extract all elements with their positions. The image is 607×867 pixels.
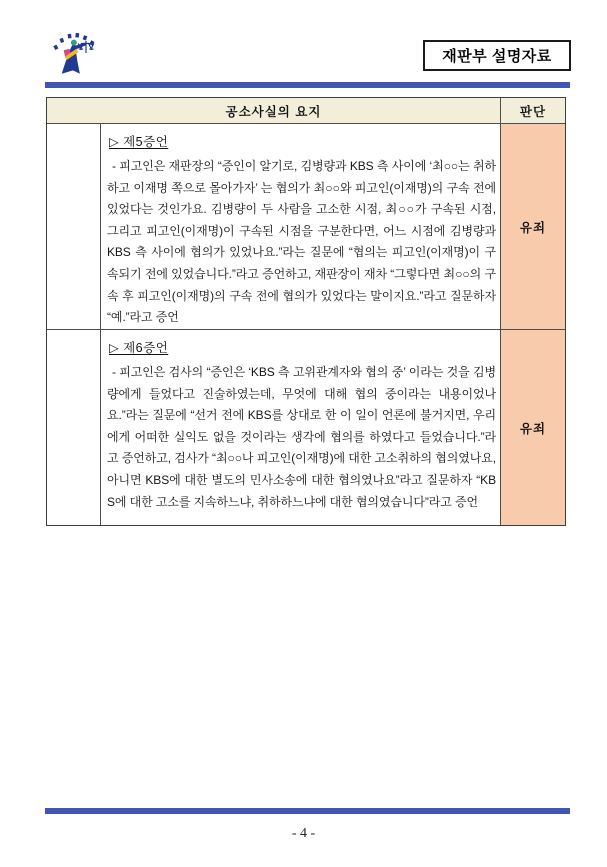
column-header-summary: 공소사실의 요지 [47,98,501,124]
table-header-row [47,98,565,124]
row-number-cell [47,330,101,525]
judgment-value: 유죄 [519,220,547,235]
testimony-6-body: - 피고인은 검사의 “증인은 ‘KBS 측 고위관계자와 협의 중’ 이라는 것을 김병량에게 들었다고 진술하였는데, 무엇에 대해 협의 중이라는 내용이었나요.”라는 질문에 “선거 전에 KBS를 상대로 한 이 일이 언론에 불거지면, 우리에게 어떠한 실익도 없을 것이라는 생각에 협의를 하였다고 들었습니다.”라고 증언하고, 검사가 “최○○나 피고인(이재명)에 대한 고소취하의 협의였나요, 아니면 KBS에 대한 별도의 민사소송에 대한 협의였나요”라고 질문하자 “KBS에 대한 고소를 지속하느냐, 취하하느냐에 대한 협의였습니다”라고 증언 [107,365,496,509]
emblem-robe [62,45,80,74]
document-title-box [423,40,571,71]
row-number-cell [47,124,101,330]
testimony-6-content-cell [101,330,501,525]
testimony-5-heading: ▷ 제5증언 [109,135,169,149]
page-number: - 4 - [291,826,316,841]
testimony-5-body: - 피고인은 재판장의 “증인이 알기로, 김병량과 KBS 측 사이에 ‘최○○는 취하하고 이재명 쪽으로 몰아가자’ 는 협의가 최○○와 피고인(이재명)의 구속 전에 있었다는 것인가요. 김병량이 두 사람을 고소한 시점, 최○○가 구속된 시점, 그리고 피고인(이재명)이 구속된 시점을 구분한다면, 어느 시점에 김병량과 KBS 측 사이에 협의가 있었나요.”라는 질문에 “협의는 피고인(이재명)이 구속되기 전에 있었습니다.”라고 증언하고, 재판장이 재차 “그렇다면 최○○의 구속 후 피고인(이재명)의 구속 전에 협의가 있었다는 말이지요.”라고 질문하자 “예.”라고 증언 [107,159,496,325]
table-row-testimony-6 [47,330,565,525]
testimony-5-judgment-cell [501,124,565,330]
charges-table [46,97,566,526]
judgment-value: 유죄 [519,421,547,436]
testimony-5-content-cell [101,124,501,330]
testimony-6-judgment-cell [501,330,565,525]
table-row-testimony-5 [47,124,565,330]
testimony-6-heading: ▷ 제6증언 [109,341,169,355]
bottom-divider-rule [45,808,570,814]
top-divider-rule [45,82,570,88]
document-title: 재판부 설명자료 [442,48,552,65]
court-emblem-logo [46,27,100,79]
emblem-head [71,40,77,46]
column-header-judgment: 판단 [501,98,565,124]
